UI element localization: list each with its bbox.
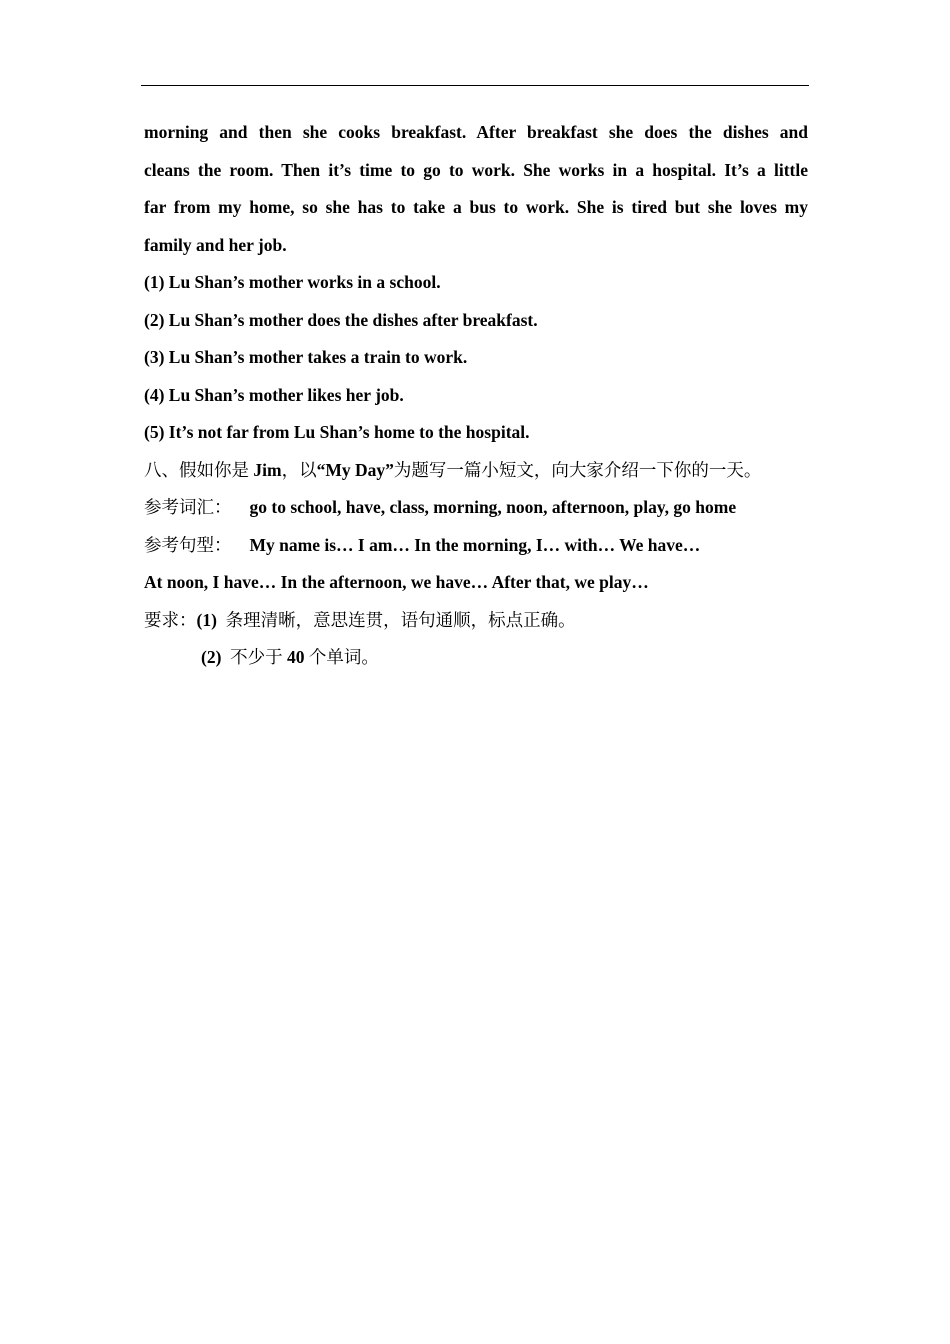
writing-task — [144, 452, 808, 677]
sentence-pattern-row — [144, 527, 808, 565]
prompt-text: 为题写一篇小短文，向大家介绍一下你的一天。 — [393, 459, 762, 480]
sentence-pattern: At noon, I have… In the afternoon, we have… After that, we play… — [144, 572, 649, 592]
vocabulary-row — [144, 489, 808, 527]
prompt-text: 八、假如你是 — [144, 459, 254, 480]
statement-item: (4) Lu Shan’s mother likes her job. — [144, 384, 404, 405]
vocabulary-label: 参考词汇： — [144, 497, 232, 517]
statement-item: (5) It’s not far from Lu Shan’s home to the hospital. — [144, 422, 530, 442]
requirement-text: 不少于 — [230, 647, 288, 667]
statement-item: (2) Lu Shan’s mother does the dishes after breakfast. — [144, 309, 538, 330]
prompt-text: ，以 — [281, 459, 317, 480]
prompt-name: Jim — [253, 459, 282, 480]
passage-line: family and her job. — [144, 234, 287, 255]
word-count: 40 — [287, 647, 305, 667]
sentence-pattern: My name is… I am… In the morning, I… with… We have… — [249, 534, 701, 555]
vocabulary-list: go to school, have, class, morning, noon, afternoon, play, go home — [249, 497, 737, 517]
statement-item: (3) Lu Shan’s mother takes a train to work. — [144, 347, 468, 367]
writing-prompt — [144, 452, 808, 490]
true-false-statements — [144, 264, 808, 452]
passage-line: morning and then she cooks breakfast. After breakfast she does the dishes and — [144, 122, 808, 142]
page-content — [144, 114, 808, 677]
requirement-2 — [144, 639, 808, 677]
requirement-text: 个单词。 — [304, 647, 379, 667]
passage-line: cleans the room. Then it’s time to go to work. She works in a hospital. It’s a little — [144, 159, 808, 180]
requirement-number: (2) — [201, 647, 222, 667]
requirement-label: 要求： — [144, 609, 197, 630]
requirement-number: (1) — [196, 609, 217, 630]
passage-line: far from my home, so she has to take a bus to work. She is tired but she loves my — [144, 197, 808, 217]
statement-item: (1) Lu Shan’s mother works in a school. — [144, 272, 441, 292]
header-rule — [141, 85, 809, 86]
requirement-text: 条理清晰，意思连贯，语句通顺，标点正确。 — [225, 609, 576, 630]
requirement-1 — [144, 602, 808, 640]
sentence-pattern-label: 参考句型： — [144, 534, 232, 555]
prompt-title: “My Day” — [316, 459, 394, 480]
reading-passage — [144, 114, 808, 264]
